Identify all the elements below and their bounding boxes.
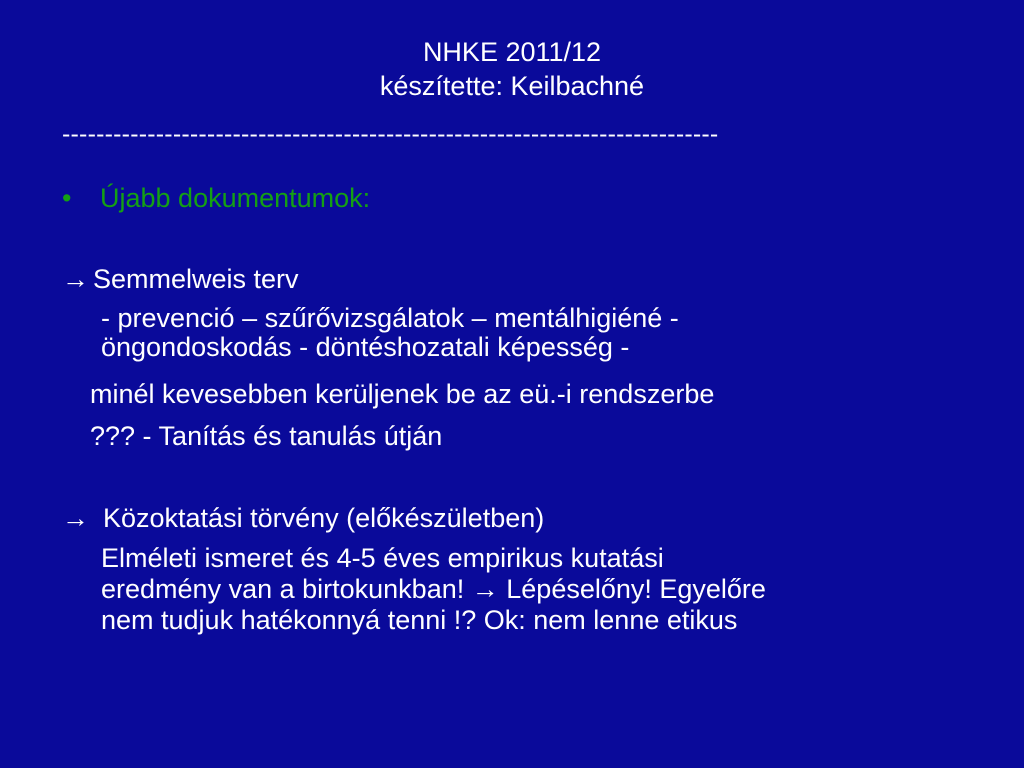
kozoktatasi-detail-line-2 [101, 575, 766, 604]
semmelweis-detail-line-3: minél kevesebben kerüljenek be az eü.-i rendszerbe [90, 379, 715, 409]
right-arrow-icon: → [471, 574, 499, 604]
detail-text: Lépéselőny! Egyelőre [506, 574, 766, 604]
slide-title [0, 35, 1024, 103]
semmelweis-detail-line-1: - prevenció – szűrővizsgálatok – mentálhigiéné - [101, 303, 679, 333]
section-semmelweis-heading [62, 264, 299, 295]
section-kozoktatasi-heading [62, 503, 544, 534]
bullet-item [62, 183, 370, 214]
bullet-dot-icon: • [62, 183, 72, 213]
title-line-1: NHKE 2011/12 [422, 37, 602, 67]
semmelweis-detail-line-4: ??? - Tanítás és tanulás útján [90, 421, 443, 451]
right-arrow-icon: → [62, 264, 89, 294]
section-heading-text: Semmelweis terv [93, 264, 299, 294]
title-line-2: készítette: Keilbachné [379, 71, 645, 101]
kozoktatasi-detail-line-3: nem tudjuk hatékonnyá tenni !? Ok: nem lenne etikus [101, 605, 738, 635]
bullet-text: Újabb dokumentumok: [100, 183, 371, 213]
dashed-divider: ----------------------------------------------------------------------------- [62, 120, 719, 148]
section-heading-text: Közoktatási törvény (előkészületben) [103, 503, 545, 533]
kozoktatasi-detail-line-1: Elméleti ismeret és 4-5 éves empirikus kutatási [101, 543, 664, 573]
right-arrow-icon: → [62, 503, 89, 533]
detail-text: eredmény van a birtokunkban! [101, 574, 465, 604]
semmelweis-detail-line-2: öngondoskodás - döntéshozatali képesség - [101, 332, 630, 362]
